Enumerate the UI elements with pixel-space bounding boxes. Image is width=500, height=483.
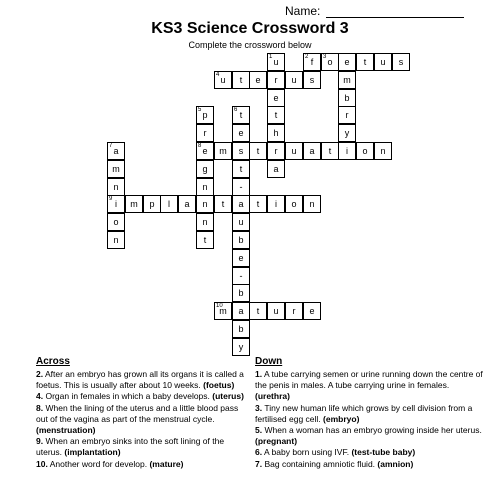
grid-cell[interactable] — [267, 195, 285, 213]
cell-letter: l — [168, 199, 170, 209]
cell-letter: o — [327, 57, 333, 67]
grid-cell[interactable] — [143, 195, 161, 213]
cell-letter: p — [202, 110, 208, 120]
grid-cell[interactable] — [249, 302, 267, 320]
cell-letter: a — [238, 306, 244, 316]
grid-cell[interactable] — [321, 142, 339, 160]
grid-cell[interactable] — [232, 249, 250, 267]
clue-number: 10 — [216, 303, 223, 309]
cell-letter: h — [273, 128, 279, 138]
cell-letter: - — [239, 182, 243, 192]
cell-letter: t — [328, 146, 332, 156]
grid-cell[interactable] — [232, 338, 250, 356]
cell-letter: i — [115, 199, 117, 209]
clue-answer: (pregnant) — [255, 436, 298, 447]
cell-letter: m — [219, 146, 227, 156]
grid-cell[interactable] — [125, 195, 143, 213]
cell-letter: e — [255, 75, 261, 85]
grid-cell[interactable] — [267, 53, 285, 71]
clue-number: 6 — [234, 107, 238, 113]
clue-answer: (implantation) — [64, 447, 121, 458]
grid-cell[interactable] — [267, 142, 285, 160]
grid-cell[interactable] — [232, 71, 250, 89]
grid-cell[interactable] — [232, 231, 250, 249]
clue-text: After an embryo has grown all its organs it is called a foetus. This is usually after about 10 weeks. — [36, 369, 244, 391]
cell-letter: t — [239, 75, 243, 85]
grid-cell[interactable] — [285, 142, 303, 160]
down-clue — [255, 447, 485, 458]
clue-num: 7. — [255, 458, 263, 469]
cell-letter: a — [273, 164, 279, 174]
grid-cell[interactable] — [356, 53, 374, 71]
cell-letter: o — [113, 217, 119, 227]
grid-cell[interactable] — [285, 195, 303, 213]
clue-answer: (amnion) — [377, 458, 414, 469]
cell-letter: t — [239, 110, 243, 120]
clue-num: 2. — [36, 369, 44, 379]
across-clue — [36, 369, 251, 391]
cell-letter: e — [202, 146, 208, 156]
name-label: Name: — [285, 4, 321, 18]
grid-cell[interactable] — [303, 302, 321, 320]
cell-letter: m — [219, 306, 227, 316]
down-clue — [255, 459, 485, 470]
down-clue — [255, 403, 485, 425]
grid-cell[interactable] — [232, 106, 250, 124]
grid-cell[interactable] — [267, 160, 285, 178]
grid-cell[interactable] — [267, 302, 285, 320]
cell-letter: b — [238, 235, 244, 245]
clue-text: When a woman has an embryo growing inside her uterus. — [264, 425, 482, 436]
cell-letter: n — [202, 199, 208, 209]
clue-number: 2 — [305, 54, 309, 60]
across-clue — [36, 391, 251, 402]
cell-letter: p — [149, 199, 155, 209]
cell-letter: e — [238, 128, 244, 138]
cell-letter: r — [345, 110, 349, 120]
clue-number: 5 — [198, 107, 202, 113]
clue-num: 10. — [36, 458, 48, 469]
grid-cell[interactable] — [232, 213, 250, 231]
grid-cell[interactable] — [232, 302, 250, 320]
clue-text: Tiny new human life which grows by cell division from a fertilised egg cell. — [255, 402, 473, 424]
grid-cell[interactable] — [338, 106, 356, 124]
cell-letter: u — [291, 75, 297, 85]
cell-letter: u — [238, 217, 244, 227]
across-clue — [36, 436, 251, 458]
grid-cell[interactable] — [285, 71, 303, 89]
grid-cell[interactable] — [374, 53, 392, 71]
grid-cell[interactable] — [232, 160, 250, 178]
cell-letter: t — [203, 235, 207, 245]
grid-cell[interactable] — [249, 142, 267, 160]
clue-number: 1 — [269, 54, 273, 60]
cell-letter: r — [274, 75, 278, 85]
grid-cell[interactable] — [232, 178, 250, 196]
clue-num: 6. — [255, 447, 263, 458]
grid-cell[interactable] — [303, 142, 321, 160]
clue-answer: (foetus) — [203, 380, 235, 391]
across-clue — [36, 459, 251, 470]
grid-cell[interactable] — [267, 71, 285, 89]
clue-number: 7 — [109, 143, 113, 149]
clue-text: A baby born using IVF. — [264, 447, 350, 458]
cell-letter: a — [309, 146, 315, 156]
cell-letter: e — [273, 93, 279, 103]
cell-letter: m — [130, 199, 138, 209]
grid-cell[interactable] — [196, 160, 214, 178]
grid-cell[interactable] — [160, 195, 178, 213]
grid-cell[interactable] — [214, 302, 232, 320]
clue-number: 9 — [109, 196, 113, 202]
clue-num: 5. — [255, 425, 263, 436]
grid-cell[interactable] — [232, 320, 250, 338]
grid-cell[interactable] — [214, 142, 232, 160]
grid-cell[interactable] — [196, 195, 214, 213]
cell-letter: e — [238, 253, 244, 263]
clue-answer: (menstruation) — [36, 425, 96, 436]
cell-letter: r — [274, 146, 278, 156]
cell-letter: n — [113, 182, 119, 192]
grid-cell[interactable] — [196, 106, 214, 124]
grid-cell[interactable] — [232, 284, 250, 302]
grid-cell[interactable] — [107, 231, 125, 249]
cell-letter: - — [239, 271, 243, 281]
cell-letter: s — [309, 75, 315, 85]
clue-num: 9. — [36, 436, 44, 447]
clue-num: 4. — [36, 391, 44, 402]
clue-number: 8 — [198, 143, 202, 149]
grid-cell[interactable] — [249, 71, 267, 89]
grid-cell[interactable] — [338, 53, 356, 71]
clue-answer: (test-tube baby) — [351, 447, 416, 458]
grid-cell[interactable] — [196, 213, 214, 231]
across-clue — [36, 403, 251, 437]
cell-letter: t — [256, 146, 260, 156]
cell-letter: u — [273, 57, 279, 67]
clue-answer: (embryo) — [323, 413, 360, 424]
across-clues — [36, 356, 251, 470]
cell-letter: b — [238, 324, 244, 334]
clue-text: Organ in females in which a baby develops. — [45, 391, 210, 402]
cell-letter: t — [274, 110, 278, 120]
clue-answer: (mature) — [149, 458, 184, 469]
grid-cell[interactable] — [232, 142, 250, 160]
down-clue — [255, 369, 485, 403]
cell-letter: r — [292, 306, 296, 316]
down-clues — [255, 356, 485, 470]
cell-letter: n — [202, 182, 208, 192]
cell-letter: y — [344, 128, 350, 138]
cell-letter: u — [273, 306, 279, 316]
grid-cell[interactable] — [196, 124, 214, 142]
down-clue — [255, 425, 485, 447]
cell-letter: r — [203, 128, 207, 138]
cell-letter: b — [238, 288, 244, 298]
cell-letter: t — [239, 164, 243, 174]
grid-cell[interactable] — [338, 124, 356, 142]
clue-answer: (uterus) — [212, 391, 244, 402]
cell-letter: y — [238, 342, 244, 352]
grid-cell[interactable] — [374, 142, 392, 160]
clue-num: 3. — [255, 402, 263, 413]
page-subtitle: Complete the crossword below — [188, 40, 312, 50]
cell-letter: i — [275, 199, 277, 209]
grid-cell[interactable] — [196, 178, 214, 196]
clue-num: 1. — [255, 369, 263, 379]
clue-number: 4 — [216, 72, 220, 78]
cell-letter: u — [380, 57, 386, 67]
grid-cell[interactable] — [107, 213, 125, 231]
grid-cell[interactable] — [267, 124, 285, 142]
clue-number: 3 — [323, 54, 327, 60]
grid-cell[interactable] — [196, 231, 214, 249]
cell-letter: b — [344, 93, 350, 103]
cell-letter: g — [202, 164, 208, 174]
cell-letter: s — [398, 57, 404, 67]
grid-cell[interactable] — [303, 71, 321, 89]
cell-letter: n — [113, 235, 119, 245]
grid-cell[interactable] — [232, 267, 250, 285]
grid-cell[interactable] — [392, 53, 410, 71]
cell-letter: t — [221, 199, 225, 209]
grid-cell[interactable] — [321, 53, 339, 71]
grid-cell[interactable] — [338, 89, 356, 107]
cell-letter: n — [202, 217, 208, 227]
grid-cell[interactable] — [178, 195, 196, 213]
grid-cell[interactable] — [249, 195, 267, 213]
cell-letter: n — [380, 146, 386, 156]
cell-letter: a — [238, 199, 244, 209]
cell-letter: a — [184, 199, 190, 209]
grid-cell[interactable] — [196, 142, 214, 160]
grid-cell[interactable] — [338, 142, 356, 160]
cell-letter: t — [256, 306, 260, 316]
clue-text: When an embryo sinks into the soft lining of the uterus. — [36, 436, 225, 458]
cell-letter: t — [256, 199, 260, 209]
across-heading: Across — [36, 356, 70, 367]
grid-cell[interactable] — [214, 71, 232, 89]
grid-cell[interactable] — [303, 195, 321, 213]
clue-text: When the lining of the uterus and a little blood pass out of the vagina as part of the menstrual cycle. — [36, 402, 239, 424]
cell-letter: t — [363, 57, 367, 67]
grid-cell[interactable] — [107, 195, 125, 213]
clue-answer: (urethra) — [255, 391, 290, 402]
cell-letter: u — [291, 146, 297, 156]
clue-text: A tube carrying semen or urine running down the centre of the penis in males. A tube carrying urine in females. — [255, 369, 483, 391]
cell-letter: a — [113, 146, 119, 156]
grid-cell[interactable] — [107, 160, 125, 178]
cell-letter: s — [238, 146, 244, 156]
cell-letter: i — [346, 146, 348, 156]
grid-cell[interactable] — [267, 89, 285, 107]
clue-text: Bag containing amniotic fluid. — [264, 458, 376, 469]
grid-cell[interactable] — [356, 142, 374, 160]
grid-cell[interactable] — [267, 106, 285, 124]
clue-num: 8. — [36, 402, 44, 413]
cell-letter: o — [291, 199, 297, 209]
cell-letter: f — [310, 57, 314, 67]
cell-letter: o — [362, 146, 368, 156]
grid-cell[interactable] — [303, 53, 321, 71]
cell-letter: u — [220, 75, 226, 85]
grid-cell[interactable] — [232, 195, 250, 213]
grid-cell[interactable] — [338, 71, 356, 89]
grid-cell[interactable] — [232, 124, 250, 142]
down-heading: Down — [255, 356, 283, 367]
cell-letter: m — [112, 164, 120, 174]
cell-letter: e — [309, 306, 315, 316]
across-clue-list — [36, 369, 251, 470]
cell-letter: m — [343, 75, 351, 85]
grid-cell[interactable] — [107, 178, 125, 196]
grid-cell[interactable] — [285, 302, 303, 320]
grid-cell[interactable] — [214, 195, 232, 213]
clue-text: Another word for develop. — [49, 458, 148, 469]
page-title: KS3 Science Crossword 3 — [151, 20, 349, 37]
cell-letter: e — [344, 57, 350, 67]
down-clue-list — [255, 369, 485, 470]
grid-cell[interactable] — [107, 142, 125, 160]
cell-letter: n — [309, 199, 315, 209]
